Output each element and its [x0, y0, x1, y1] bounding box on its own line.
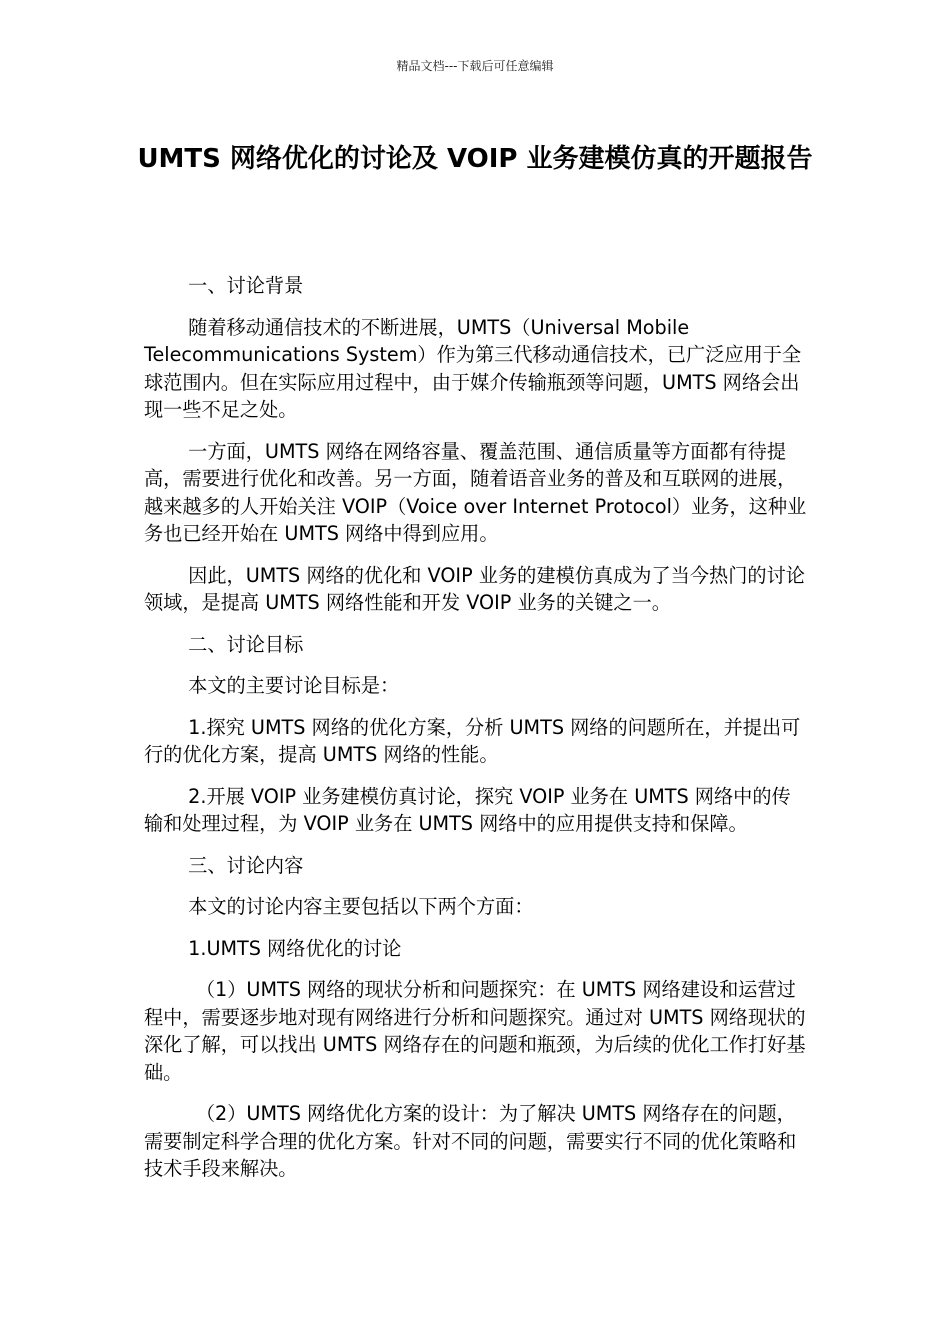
sub-list-item: （1）UMTS 网络的现状分析和问题探究：在 UMTS 网络建设和运营过程中，需要逐步地对现有网络进行分析和问题探究。通过对 UMTS 网络现状的深化了解，可以找出 UMTS 网络存在的问题和瓶颈，为后续的优化工作打好基础。	[144, 978, 806, 1084]
paragraph: 随着移动通信技术的不断进展，UMTS（Universal Mobile Telecommunications System）作为第三代移动通信技术，已广泛应用于全球范围内。但在实际应用过程中，由于媒介传输瓶颈等问题，UMTS 网络会出现一些不足之处。	[144, 315, 802, 421]
paragraph: 本文的讨论内容主要包括以下两个方面：	[188, 895, 534, 918]
sub-list-item: （2）UMTS 网络优化方案的设计：为了解决 UMTS 网络存在的问题，需要制定科学合理的优化方案。针对不同的问题，需要实行不同的优化策略和技术手段来解决。	[144, 1102, 797, 1180]
document-title: UMTS 网络优化的讨论及 VOIP 业务建模仿真的开题报告	[137, 144, 813, 174]
section-heading-goals: 二、讨论目标	[188, 632, 304, 656]
paragraph: 本文的主要讨论目标是：	[188, 674, 400, 697]
paragraph: 因此，UMTS 网络的优化和 VOIP 业务的建模仿真成为了当今热门的讨论领域，是提高 UMTS 网络性能和开发 VOIP 业务的关键之一。	[144, 563, 805, 614]
document-body	[144, 272, 808, 1197]
list-item: 2.开展 VOIP 业务建模仿真讨论，探究 VOIP 业务在 UMTS 网络中的传输和处理过程，为 VOIP 业务在 UMTS 网络中的应用提供支持和保障。	[144, 784, 791, 835]
section-heading-background: 一、讨论背景	[188, 274, 304, 297]
subsection-heading: 1.UMTS 网络优化的讨论	[188, 936, 402, 960]
section-heading-content: 三、讨论内容	[188, 853, 304, 877]
paragraph: 一方面，UMTS 网络在网络容量、覆盖范围、通信质量等方面都有待提高，需要进行优化和改善。另一方面，随着语音业务的普及和互联网的进展，越来越多的人开始关注 VOIP（Voice over Internet Protocol）业务，这种业务也已经开始在 UMTS 网络中得到应用。	[144, 439, 807, 545]
list-item: 1.探究 UMTS 网络的优化方案，分析 UMTS 网络的问题所在，并提出可行的优化方案，提高 UMTS 网络的性能。	[144, 715, 801, 766]
header-note: 精品文档---下载后可任意编辑	[396, 59, 554, 73]
